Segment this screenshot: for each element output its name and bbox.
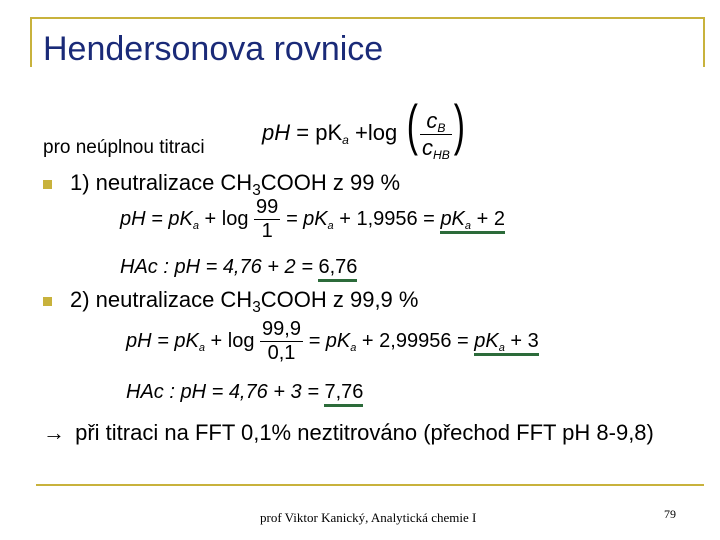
page-number: 79	[664, 507, 676, 521]
eq-rhs-pre: = pK	[296, 120, 343, 145]
conclusion	[43, 417, 703, 449]
title-frame-right	[703, 17, 705, 67]
bullet-icon	[43, 180, 52, 189]
footer-divider	[36, 484, 704, 486]
item-1-equation: pH = pKa + log $\frac{99}{1}$ = pKa + 1,9956 = pKa + 2	[120, 196, 505, 242]
subtitle: pro neúplnou titraci	[43, 137, 205, 158]
item-2-hac: HAc : pH = 4,76 + 3 = 7,76	[126, 381, 363, 404]
eq-log: +log	[354, 120, 398, 145]
eq-num-sub: B	[437, 120, 446, 135]
item-2-label: 2) neutralizace $CH_3COOH$ z 99,9 %	[70, 287, 419, 316]
title-frame-top	[30, 17, 705, 19]
eq-den-sub: HB	[432, 147, 450, 162]
item-1-hac: HAc : pH = 4,76 + 2 = 6,76	[120, 256, 357, 279]
item-2-fraction: $\frac{99,9}{0,1}$	[262, 318, 301, 364]
eq-paren-open: (	[407, 93, 419, 156]
eq-fraction	[420, 108, 452, 161]
henderson-equation	[262, 88, 468, 161]
item-2-result-underline: pKa + 3	[474, 330, 539, 356]
item-2-equation: pH = pKa + log $\frac{99,9}{0,1}$ = pKa + 2,99956 = pKa + 3	[126, 318, 539, 364]
slide-title: Hendersonova rovnice	[43, 30, 384, 68]
item-1-fraction: $\frac{99}{1}$	[256, 196, 279, 242]
eq-lhs: pH	[262, 120, 291, 145]
title-frame-left	[30, 17, 32, 67]
eq-den-c: c	[421, 134, 433, 160]
bullet-icon	[43, 297, 52, 306]
arrow-right-icon: →	[43, 420, 65, 445]
eq-subscript-a: a	[342, 133, 349, 148]
eq-num-c: c	[426, 107, 438, 133]
item-1-hac-result: 6,76	[318, 256, 357, 282]
item-1-label: 1) neutralizace $CH_3COOH$ z 99 %	[70, 170, 401, 199]
item-1-result-underline: pKa + 2	[440, 208, 505, 234]
item-2-hac-result: 7,76	[324, 381, 363, 407]
footer-author: prof Viktor Kanický, Analytická chemie I	[260, 510, 477, 525]
conclusion-text: při titraci na FFT 0,1% neztitrováno (přechod FFT pH 8-9,8)	[75, 420, 654, 445]
eq-paren-close: )	[453, 93, 465, 156]
